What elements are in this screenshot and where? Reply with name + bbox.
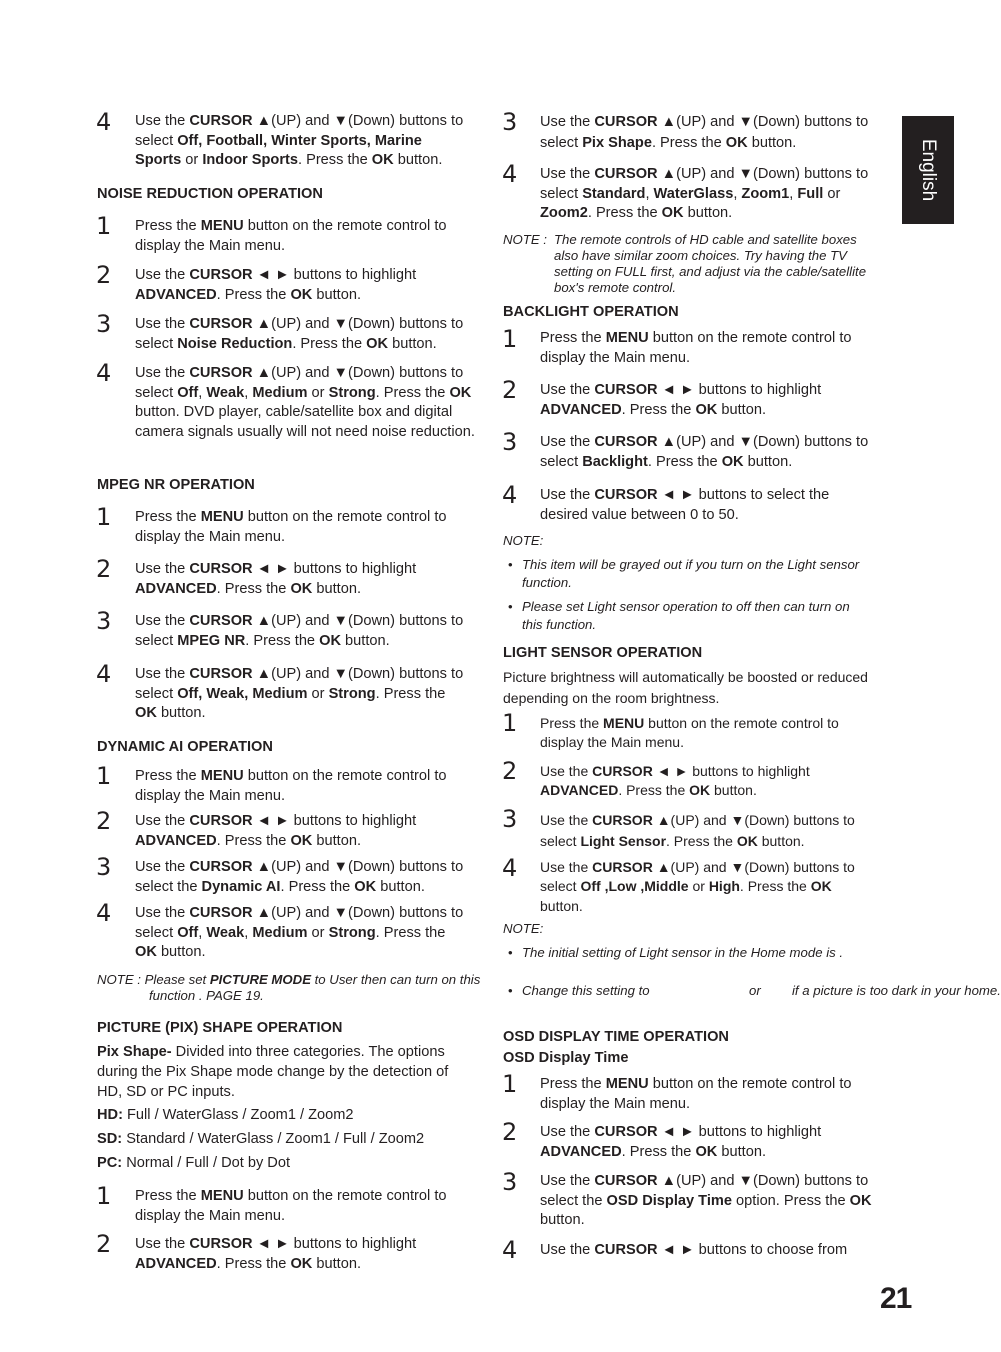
step-number: 4 bbox=[502, 854, 518, 882]
paragraph: PC: Normal / Full / Dot by Dot bbox=[97, 1155, 291, 1171]
bullet-item: • The initial setting of Light sensor in the Home mode is . bbox=[522, 944, 867, 963]
step-text: Use the CURSOR ▲(UP) and ▼(Down) buttons to select Off, Football, Winter Sports, Marine Sports or Indoor Sports. Press the OK button. bbox=[135, 113, 464, 169]
step-text: Use the CURSOR ▲(UP) and ▼(Down) buttons to select Off, Weak, Medium or Strong. Press the OK button. bbox=[135, 666, 464, 722]
step-number: 4 bbox=[96, 359, 112, 387]
step-number: 3 bbox=[502, 428, 518, 456]
step-text: Use the CURSOR ▲(UP) and ▼(Down) buttons to select Off, Weak, Medium or Strong. Press the OK button. DVD player, cable/satellite box and digital camera signals usually will not need noise reduction. bbox=[135, 365, 475, 440]
step-text: Use the CURSOR ◄ ► buttons to choose from bbox=[540, 1242, 848, 1258]
step-text: Press the MENU button on the remote control to display the Main menu. bbox=[135, 509, 447, 545]
step-text: Use the CURSOR ▲(UP) and ▼(Down) buttons to select Noise Reduction. Press the OK button. bbox=[135, 316, 464, 352]
step-text: Use the CURSOR ◄ ► buttons to highlight ADVANCED. Press the OK button. bbox=[135, 813, 417, 849]
step-number: 4 bbox=[96, 899, 112, 927]
step-text: Press the MENU button on the remote control to display the Main menu. bbox=[135, 218, 447, 254]
step-text: Use the CURSOR ▲(UP) and ▼(Down) buttons to select the Dynamic AI. Press the OK button. bbox=[135, 859, 464, 895]
step-number: 4 bbox=[502, 481, 518, 509]
paragraph: HD: Full / WaterGlass / Zoom1 / Zoom2 bbox=[97, 1107, 354, 1123]
bullet-item: • Change this setting to or if a picture is too dark in your home. bbox=[522, 982, 877, 1000]
step-number: 3 bbox=[502, 805, 518, 833]
step-number: 1 bbox=[502, 325, 518, 353]
step-text: Press the MENU button on the remote control to display the Main menu. bbox=[540, 1076, 852, 1112]
step-number: 2 bbox=[96, 555, 112, 583]
step-number: 2 bbox=[502, 376, 518, 404]
step-text: Use the CURSOR ◄ ► buttons to highlight ADVANCED. Press the OK button. bbox=[135, 561, 417, 597]
step-number: 1 bbox=[502, 1070, 518, 1098]
step-text: Use the CURSOR ◄ ► buttons to highlight ADVANCED. Press the OK button. bbox=[135, 1236, 417, 1272]
language-label: English bbox=[918, 138, 939, 202]
language-tab bbox=[902, 116, 954, 224]
step-number: 1 bbox=[96, 212, 112, 240]
step-number: 3 bbox=[96, 853, 112, 881]
note-label: NOTE: bbox=[503, 921, 544, 936]
note-text: The remote controls of HD cable and satellite boxes also have similar zoom choices. Try having the TV setting on FULL first, and adjust via the cable/satellite box's remote control. bbox=[554, 232, 867, 295]
step-number: 4 bbox=[502, 1236, 518, 1264]
step-number: 3 bbox=[502, 108, 518, 136]
paragraph: Picture brightness will automatically be boosted or reduced depending on the room brightness. bbox=[503, 669, 868, 706]
note-label: NOTE : bbox=[503, 232, 547, 247]
step-text: Use the CURSOR ◄ ► buttons to select the desired value between 0 to 50. bbox=[540, 487, 830, 523]
step-text: Use the CURSOR ▲(UP) and ▼(Down) buttons to select Backlight. Press the OK button. bbox=[540, 434, 869, 470]
section-heading: PICTURE (PIX) SHAPE OPERATION bbox=[97, 1020, 343, 1036]
page-number: 21 bbox=[880, 1282, 912, 1315]
step-number: 1 bbox=[96, 762, 112, 790]
step-number: 1 bbox=[502, 709, 518, 737]
bullet-item: • Please set Light sensor operation to off then can turn on this function. bbox=[522, 598, 872, 633]
step-number: 2 bbox=[502, 1118, 518, 1146]
step-number: 1 bbox=[96, 503, 112, 531]
step-text: Use the CURSOR ◄ ► buttons to highlight ADVANCED. Press the OK button. bbox=[135, 267, 417, 303]
step-text: Use the CURSOR ◄ ► buttons to highlight ADVANCED. Press the OK button. bbox=[540, 1124, 822, 1160]
section-heading: DYNAMIC AI OPERATION bbox=[97, 739, 273, 755]
step-text: Use the CURSOR ◄ ► buttons to highlight ADVANCED. Press the OK button. bbox=[540, 763, 810, 799]
note-text: NOTE : Please set PICTURE MODE to User then can turn on this function . PAGE 19. bbox=[97, 972, 481, 1003]
step-number: 4 bbox=[96, 108, 112, 136]
section-heading: OSD DISPLAY TIME OPERATION bbox=[503, 1029, 729, 1045]
step-number: 4 bbox=[96, 660, 112, 688]
step-text: Use the CURSOR ▲(UP) and ▼(Down) buttons to select Pix Shape. Press the OK button. bbox=[540, 114, 869, 151]
section-heading: BACKLIGHT OPERATION bbox=[503, 304, 679, 320]
step-text: Use the CURSOR ▲(UP) and ▼(Down) buttons to select Light Sensor. Press the OK button. bbox=[540, 812, 855, 849]
step-number: 2 bbox=[502, 757, 518, 785]
paragraph: Pix Shape- Divided into three categories. The options during the Pix Shape mode change by the detection of HD, SD or PC inputs. bbox=[97, 1044, 449, 1101]
step-number: 2 bbox=[96, 1230, 112, 1258]
step-text: Use the CURSOR ▲(UP) and ▼(Down) buttons to select MPEG NR. Press the OK button. bbox=[135, 613, 464, 649]
paragraph: SD: Standard / WaterGlass / Zoom1 / Full / Zoom2 bbox=[97, 1131, 425, 1147]
sub-heading: OSD Display Time bbox=[503, 1050, 629, 1066]
step-text: Use the CURSOR ▲(UP) and ▼(Down) buttons to select Standard, WaterGlass, Zoom1, Full or Zoom2. Press the OK button. bbox=[540, 166, 869, 222]
step-text: Press the MENU button on the remote control to display the Main menu. bbox=[540, 330, 852, 366]
section-heading: LIGHT SENSOR OPERATION bbox=[503, 645, 703, 661]
step-text: Press the MENU button on the remote control to display the Main menu. bbox=[540, 715, 839, 751]
step-number: 3 bbox=[96, 607, 112, 635]
step-number: 3 bbox=[502, 1168, 518, 1196]
step-text: Use the CURSOR ▲(UP) and ▼(Down) buttons to select Off, Weak, Medium or Strong. Press the OK button. bbox=[135, 905, 464, 961]
section-heading: NOISE REDUCTION OPERATION bbox=[97, 186, 323, 202]
bullet-item: • This item will be grayed out if you turn on the Light sensor function. bbox=[522, 556, 872, 591]
step-number: 3 bbox=[96, 310, 112, 338]
note-label: NOTE: bbox=[503, 533, 544, 548]
step-text: Press the MENU button on the remote control to display the Main menu. bbox=[135, 768, 447, 804]
step-text: Use the CURSOR ▲(UP) and ▼(Down) buttons to select Off ,Low ,Middle or High. Press the OK button. bbox=[540, 859, 855, 914]
step-number: 1 bbox=[96, 1182, 112, 1210]
step-number: 2 bbox=[96, 261, 112, 289]
step-text: Use the CURSOR ◄ ► buttons to highlight ADVANCED. Press the OK button. bbox=[540, 382, 822, 418]
step-text: Press the MENU button on the remote control to display the Main menu. bbox=[135, 1188, 447, 1224]
step-number: 4 bbox=[502, 160, 518, 188]
step-number: 2 bbox=[96, 807, 112, 835]
section-heading: MPEG NR OPERATION bbox=[97, 477, 255, 493]
step-text: Use the CURSOR ▲(UP) and ▼(Down) buttons to select the OSD Display Time option. Press the OK button. bbox=[540, 1173, 872, 1229]
